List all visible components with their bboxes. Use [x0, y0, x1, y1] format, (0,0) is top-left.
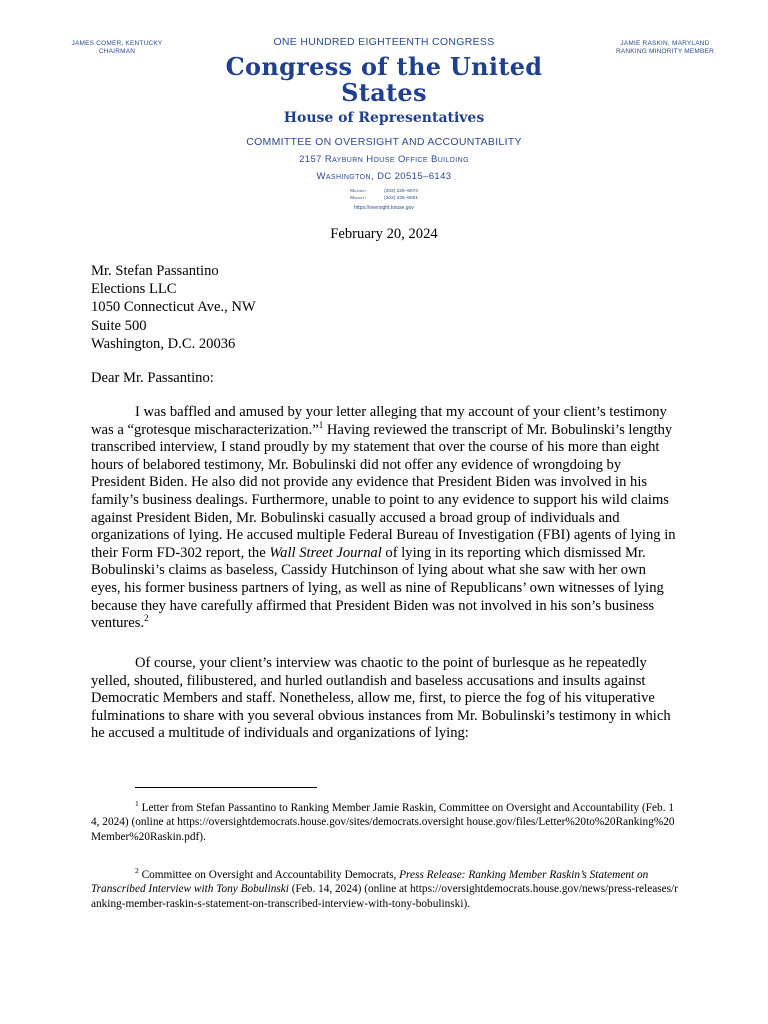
address-line-1: 2157 Rayburn House Office Building — [299, 154, 469, 165]
paragraph-1 — [91, 404, 677, 633]
footnote-2-number: 2 — [135, 866, 139, 876]
letterhead — [184, 36, 584, 211]
addressee-line: Washington, D.C. 20036 — [91, 335, 236, 352]
minority-label: Minority — [350, 196, 367, 201]
ranking-title: RANKING MINORITY MEMBER — [615, 48, 714, 55]
paragraph-1-text-b: Having reviewed the transcript of Mr. Bobulinski’s lengthy transcribed interview, I stand proudly by my statement that over the course of his more than eight hours of belabored testimony, Mr. Bobulinski did not offer any evidence of wrongdoing by President Biden. He also did not provide any evidence that President Biden was involved in his family’s business dealings. Furthermore, unable to point to any evidence to support his wild claims against President Biden, Mr. Bobulinski casually accused a broad group of individuals and organizations of lying. He accused multiple Federal Bureau of Investigation (FBI) agents of lying in their Form FD-302 report, the — [91, 421, 676, 561]
chairman-title: CHAIRMAN — [98, 48, 136, 55]
footnote-2-tail: (Feb. 14, 2024) (online at https://oversightdemocrats.house.gov/news/press-releases/ranking-member-raskin-s-statement-on-transcribed-interview-with-tony-bobulinski). — [91, 883, 678, 910]
address-line-2: Washington, DC 20515–6143 — [316, 171, 452, 182]
footnote-divider — [135, 787, 317, 788]
website-link[interactable]: https://oversight.house.gov — [354, 205, 414, 211]
paragraph-1-text-a: I was baffled and amused by your letter alleging that my account of your client’s testimony was a “grotesque mischaracterization.” — [91, 404, 667, 438]
addressee-line: Mr. Stefan Passantino — [91, 263, 219, 279]
addressee-block — [91, 262, 256, 353]
footnote-1-text: Letter from Stefan Passantino to Ranking Member Jamie Raskin, Committee on Oversight and Accountability (Feb. 14, 2024) (online at https://oversightdemocrats.house.gov/sites/democrats.oversight house.gov/files/Letter%20to%20Ranking%20Member%20Raskin.pdf). — [91, 802, 675, 843]
publication-title: Wall Street Journal — [269, 544, 382, 561]
footnote-2-lead: Committee on Oversight and Accountability Democrats, — [141, 869, 400, 881]
footnote-1 — [91, 801, 679, 844]
phone-block — [184, 188, 584, 202]
chairman-block — [52, 40, 182, 56]
addressee-line: Elections LLC — [91, 281, 177, 298]
footnote-1-number: 1 — [135, 799, 139, 809]
house-title: House of Representatives — [283, 110, 485, 126]
ranking-member-block — [590, 40, 740, 56]
addressee-line: Suite 500 — [91, 317, 147, 334]
ranking-name: JAMIE RASKIN, MARYLAND — [620, 40, 710, 47]
majority-phone: (202) 225–5074 — [384, 189, 418, 194]
footnote-ref-1: 1 — [318, 419, 324, 430]
paragraph-2-text: Of course, your client’s interview was chaotic to the point of burlesque as he repeatedly yelled, shouted, filibustered, and hurled outlandish and baseless accusations and insults against Democratic Members and staff. Nonetheless, allow me, first, to pierce the fog of his vituperative fulminations to share with you several obvious instances from Mr. Bobulinski’s testimony in which he accused a multitude of individuals and organizations of lying: — [91, 655, 671, 742]
committee-name: COMMITTEE ON OVERSIGHT AND ACCOUNTABILITY — [246, 136, 522, 148]
majority-label: Majority — [350, 189, 367, 194]
paragraph-2 — [91, 655, 677, 743]
footnote-ref-2: 2 — [144, 613, 149, 624]
salutation: Dear Mr. Passantino: — [91, 370, 214, 386]
letter-date: February 20, 2024 — [330, 226, 438, 242]
congress-number: ONE HUNDRED EIGHTEENTH CONGRESS — [273, 36, 495, 48]
footnote-2-title: Press Release: Ranking Member Raskin’s Statement on Transcribed Interview with Tony Bobulinski — [91, 869, 649, 896]
minority-phone: (202) 225–5051 — [384, 196, 418, 201]
addressee-line: 1050 Connecticut Ave., NW — [91, 299, 256, 316]
paragraph-1-text-c: of lying in its reporting which dismissed Mr. Bobulinski’s claims as baseless, Cassidy Hutchinson of lying about what she saw with her own eyes, his former business partners of lying, as well as nine of Republicans’ own witnesses of lying because they have carefully affirmed that President Biden was not involved in his son’s business ventures. — [91, 544, 664, 632]
congress-title: Congress of the United States — [225, 52, 543, 107]
chairman-name: JAMES COMER, KENTUCKY — [71, 40, 163, 47]
footnote-2 — [91, 868, 679, 911]
